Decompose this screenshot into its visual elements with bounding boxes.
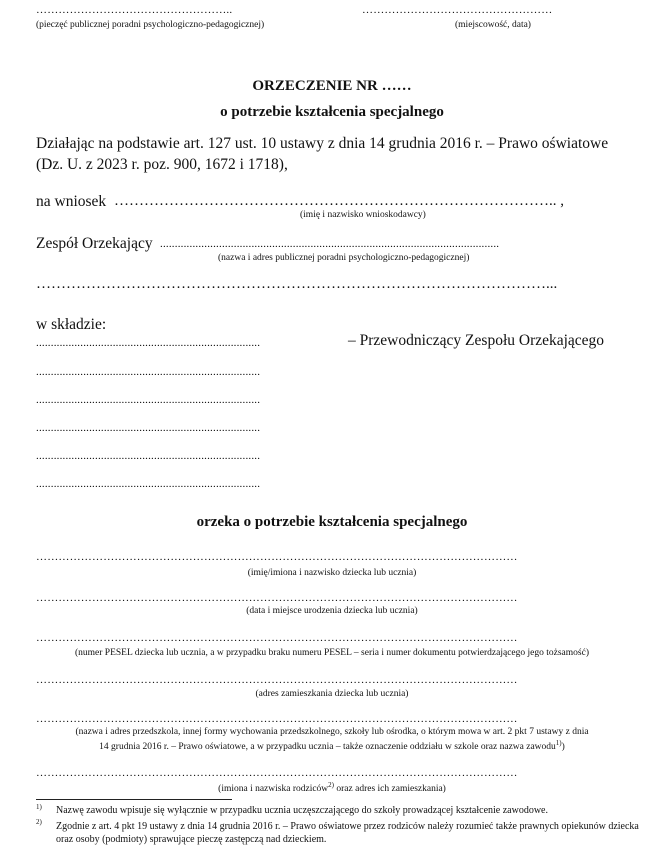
place-date-dots[interactable]: …………………………………………… [362,4,553,16]
document-title: ORZECZENIE NR …… [252,78,412,94]
footnote-2-text: Zgodnie z art. 4 pkt 19 ustawy z dnia 14 grudnia 2016 r. – Prawo oświatowe przez rodziców należy rozumieć także prawnych opiekunów dziecka oraz osoby (podmioty) sprawujące pieczę zastępczą nad dzieckiem. [56,821,639,845]
legal-basis-line2: (Dz. U. z 2023 r. poz. 900, 1672 i 1718), [36,156,288,173]
team-prefix: Zespół Orzekający [36,235,153,252]
footnote-ref-1: 1) [555,739,562,747]
member-field-4[interactable]: ............................................................................ [36,450,261,462]
member-field-2[interactable]: ............................................................................ [36,394,261,406]
footnote-2-mark: 2) [36,818,42,826]
address-label: (adres zamieszkania dziecka lub ucznia) [255,689,409,699]
pesel-label: (numer PESEL dziecka lub ucznia, a w przypadku braku numeru PESEL – seria i numer dokumentu potwierdzającego jego tożsamość) [75,648,589,658]
address-field[interactable]: ………………………………………………………………………………………………………………… [36,674,518,686]
parents-field[interactable]: ………………………………………………………………………………………………………………… [36,767,518,779]
requester-field[interactable]: …………………………………………………………………………….. , [114,193,564,209]
legal-basis-line1: Działając na podstawie art. 127 ust. 10 ustawy z dnia 14 grudnia 2016 r. – Prawo oświatowe [36,135,609,152]
member-field-3[interactable]: ............................................................................ [36,422,261,434]
document-subtitle: o potrzebie kształcenia specjalnego [220,104,444,120]
stamp-dots[interactable]: …………………………………………….. [36,4,233,16]
parents-label-a: (imiona i nazwiska rodziców [218,784,329,795]
parents-label-b: oraz adres ich zamieszkania) [334,784,446,795]
footnote-separator [36,799,232,800]
composition-heading: w składzie: [36,316,107,333]
school-field[interactable]: ………………………………………………………………………………………………………………… [36,713,518,725]
requester-label: (imię i nazwisko wnioskodawcy) [300,210,426,220]
birth-label: (data i miejsce urodzenia dziecka lub ucznia) [246,606,418,616]
footnote-1-mark: 1) [36,803,42,811]
request-prefix: na wniosek [36,193,107,210]
birth-field[interactable]: ………………………………………………………………………………………………………………… [36,592,518,604]
place-date-label: (miejscowość, data) [455,20,531,30]
footnote-ref-2: 2) [328,781,335,789]
chair-field[interactable]: ............................................................................ [36,337,261,349]
chair-label: – Przewodniczący Zespołu Orzekającego [348,332,605,349]
team-field-line2[interactable]: …………………………………………………………………………………………... [36,276,558,292]
member-field-1[interactable]: ............................................................................ [36,366,261,378]
stamp-label: (pieczęć publicznej poradni psychologiczno-pedagogicznej) [36,20,265,30]
parents-label [0,781,664,794]
team-label: (nazwa i adres publicznej poradni psychologiczno-pedagogicznej) [218,253,470,263]
child-name-field[interactable]: ………………………………………………………………………………………………………………… [36,551,518,563]
school-label-end: ) [561,742,565,753]
pesel-field[interactable]: ………………………………………………………………………………………………………………… [36,632,518,644]
footnote-1-text: Nazwę zawodu wpisuje się wyłącznie w przypadku ucznia uczęszczającego do szkoły prowadzącej kształcenie zawodowe. [56,805,548,816]
team-field[interactable]: ................................................................................................................... [160,238,500,250]
member-field-5[interactable]: ............................................................................ [36,478,261,490]
ruling-heading: orzeka o potrzebie kształcenia specjalnego [196,514,468,530]
school-label-line1: (nazwa i adres przedszkola, innej formy wychowania przedszkolnego, szkoły lub ośrodka, o którym mowa w art. 2 pkt 7 ustawy z dnia [75,727,589,737]
school-label-line2 [0,739,664,752]
school-label-text: 14 grudnia 2016 r. – Prawo oświatowe, a w przypadku ucznia – także oznaczenie oddziału w szkole oraz nazwa zawodu [99,742,556,753]
child-name-label: (imię/imiona i nazwisko dziecka lub ucznia) [247,568,417,578]
